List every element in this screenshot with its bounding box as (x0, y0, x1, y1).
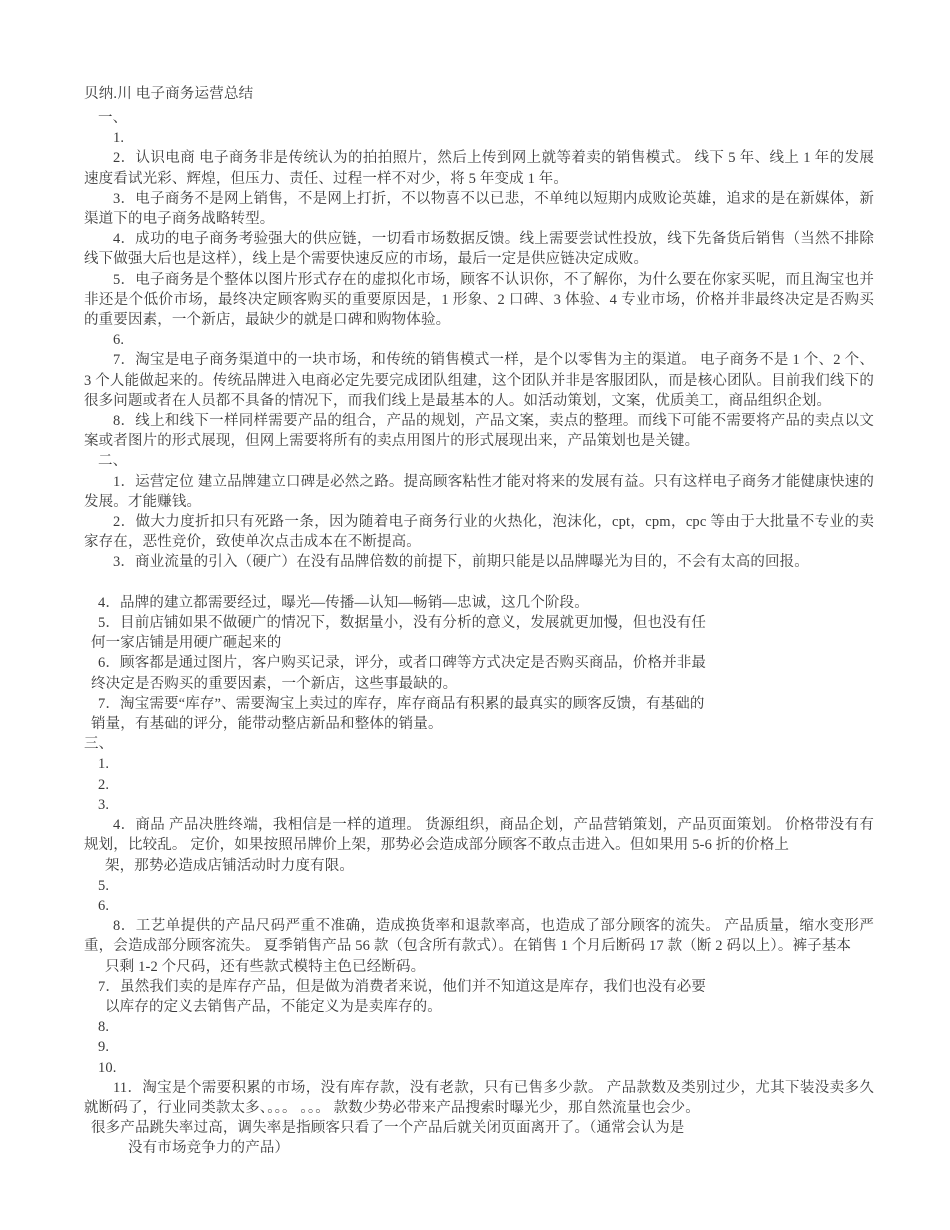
list-item: 6. (113, 332, 125, 349)
list-item: 8．线上和线下一样同样需要产品的组合，产品的规划，产品文案，卖点的整理。而线下可能不需要将产品的卖点以文案或者图片的形式展现，但网上需要将所有的卖点用图片的形式展现出来，产品策划也是关键。 (84, 413, 874, 450)
list-item-continuation: 以库存的定义去销售产品，不能定义为是卖库存的。 (105, 998, 442, 1015)
list-item: 9. (98, 1039, 110, 1056)
list-item-continuation: 销量，有基础的评分，能带动整店新品和整体的销量。 (91, 716, 443, 733)
list-item: 2．认识电商 电子商务非是传统认为的拍拍照片，然后上传到网上就等着卖的销售模式。 线下 5 年、线上 1 年的发展速度看试光彩、辉煌，但压力、责任、过程一样不对少，将 5 年变成 1 年。 (84, 150, 874, 187)
list-item: 4．成功的电子商务考验强大的供应链，一切看市场数据反馈。线上需要尝试性投放，线下先备货后销售（当然不排除线下做强大后也是这样），线上是个需要快速反应的市场，最后一定是供应链决定成败。 (84, 231, 874, 268)
section-heading-3: 三、 (84, 736, 114, 753)
list-item: 1. (113, 130, 125, 147)
list-item-continuation: 只剩 1-2 个尺码，还有些款式模特主色已经断码。 (105, 958, 426, 975)
list-item-continuation: 终决定是否购买的重要因素，一个新店，这些事最缺的。 (91, 675, 458, 692)
list-item: 5．目前店铺如果不做硬广的情况下，数据量小，没有分析的意义，发展就更加慢，但也没有任 (98, 615, 707, 632)
list-item: 1. (98, 756, 110, 773)
list-item: 10. (98, 1059, 117, 1076)
list-item: 7．淘宝需要“库存”、需要淘宝上卖过的库存，库存商品有积累的最真实的顾客反馈，有基础的 (98, 695, 705, 712)
list-item: 7．淘宝是电子商务渠道中的一块市场，和传统的销售模式一样，是个以零售为主的渠道。 电子商务不是 1 个、2 个、3 个人能做起来的。传统品牌进入电商必定先要完成团队组建，这个团队并非是客服团队，而是核心团队。目前我们线下的很多问题或者在人员都不具备的情况下，而我们线上是最基本的人。如活动策划，文案，优质美工，商品组织企划。 (84, 352, 874, 409)
list-item: 2．做大力度折扣只有死路一条，因为随着电子商务行业的火热化，泡沫化，cpt，cpm，cpc 等由于大批量不专业的卖家存在，恶性竞价，致使单次点击成本在不断提高。 (84, 514, 874, 551)
list-item: 4．品牌的建立都需要经过，曝光—传播—认知—畅销—忠诚，这几个阶段。 (98, 594, 589, 611)
list-item: 3．商业流量的引入（硬广）在没有品牌倍数的前提下，前期只能是以品牌曝光为目的，不会有太高的回报。 (113, 554, 809, 571)
list-item-continuation: 架，那势必造成店铺活动时力度有限。 (105, 857, 355, 874)
blank-line-spacer (84, 573, 874, 593)
list-item-continuation: 何一家店铺是用硬广砸起来的 (91, 635, 282, 652)
list-item: 8．工艺单提供的产品尺码严重不准确，造成换货率和退款率高，也造成了部分顾客的流失。 产品质量，缩水变形严重，会造成部分顾客流失。 夏季销售产品 56 款（包含所有款式）。在销售 1 个月后断码 17 款（断 2 码以上）。裤子基本 (84, 918, 874, 955)
list-item: 2. (98, 776, 110, 793)
document-body (84, 84, 874, 1159)
list-item: 3．电子商务不是网上销售，不是网上打折，不以物喜不以已悲，不单纯以短期内成败论英雄，追求的是在新媒体，新渠道下的电子商务战略转型。 (84, 190, 874, 228)
list-item: 7．虽然我们卖的是库存产品，但是做为消费者来说，他们并不知道这是库存，我们也没有必要 (98, 978, 707, 995)
list-item: 5．电子商务是个整体以图片形式存在的虚拟化市场，顾客不认识你，不了解你，为什么要在你家买呢，而且淘宝也并非还是个低价市场，最终决定顾客购买的重要原因是，1 形象、2 口碑、3 体验、4 专业市场，价格并非最终决定是否购买的重要因素，一个新店，最缺少的就是口碑和购物体验。 (84, 271, 874, 329)
list-item: 6. (98, 897, 110, 914)
list-item-continuation: 很多产品跳失率过高，调失率是指顾客只看了一个产品后就关闭页面离开了。（通常会认为是 (91, 1120, 685, 1137)
section-heading-1: 一、 (98, 110, 128, 126)
list-item-continuation: 没有市场竞争力的产品） (128, 1140, 290, 1157)
list-item: 1．运营定位 建立品牌建立口碑是必然之路。提高顾客粘性才能对将来的发展有益。只有这样电子商务才能健康快速的发展。才能赚钱。 (84, 473, 874, 510)
list-item: 5. (98, 877, 110, 894)
list-item: 3. (98, 796, 110, 813)
list-item: 6．顾客都是通过图片，客户购买记录，评分，或者口碑等方式决定是否购买商品，价格并非最 (98, 655, 707, 672)
list-item: 4．商品 产品决胜终端，我相信是一样的道理。 货源组织，商品企划，产品营销策划，产品页面策划。 价格带没有有规划，比较乱。 定价，如果按照吊牌价上架，那势必会造成部分顾客不敢点击进入。但如果用 5-6 折的价格上 (84, 817, 874, 854)
section-heading-2: 二、 (98, 453, 128, 470)
document-title: 贝纳.川 电子商务运营总结 (84, 86, 254, 102)
list-item: 11．淘宝是个需要积累的市场，没有库存款，没有老款，只有已售多少款。 产品款数及类别过少，尤其下装没卖多久就断码了，行业同类款太多、。。。 。。。 款数少势必带来产品搜索时曝光少，那自然流量也会少。 (84, 1079, 874, 1116)
list-item: 8. (98, 1019, 110, 1036)
